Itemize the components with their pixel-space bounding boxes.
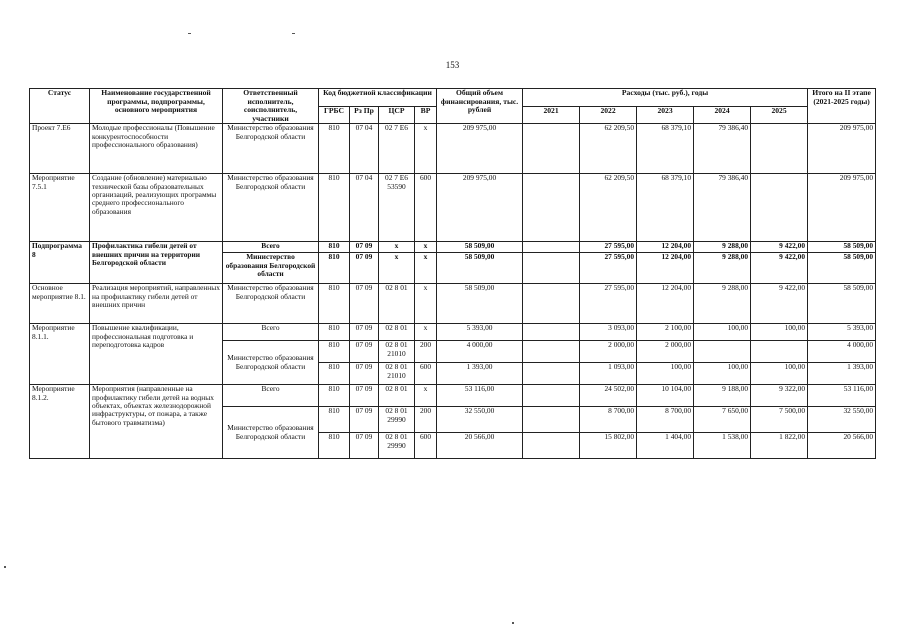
row-2025: 9 422,00	[751, 284, 808, 324]
header-row	[30, 89, 876, 107]
row-csr: 02 8 01	[379, 385, 415, 407]
budget-table	[29, 88, 876, 459]
row-total: 53 116,00	[437, 385, 523, 407]
row-2022: 27 595,00	[580, 284, 637, 324]
row-rz: 07 09	[350, 284, 379, 324]
row-csr: 02 8 01 21010	[379, 363, 415, 385]
row-2021	[523, 385, 580, 407]
row-responsible: Всего	[223, 242, 319, 253]
row-rz: 07 09	[350, 324, 379, 341]
row-stage-total: 32 550,00	[808, 407, 876, 433]
row-csr: 02 8 01	[379, 284, 415, 324]
row-2022: 2 000,00	[580, 341, 637, 363]
row-rz: 07 09	[350, 242, 379, 253]
header-grbs: ГРБС	[319, 106, 350, 124]
header-name: Наименование государственной программы, подпрограммы, основного мероприятия	[90, 89, 223, 124]
row-2022: 8 700,00	[580, 407, 637, 433]
row-2025: 7 500,00	[751, 407, 808, 433]
row-2023: 8 700,00	[637, 407, 694, 433]
table-row	[30, 242, 876, 253]
row-grbs: 810	[319, 174, 350, 242]
row-responsible: Министерство образования Белгородской области	[223, 124, 319, 174]
row-2025	[751, 174, 808, 242]
row-vr: 600	[415, 433, 437, 459]
row-grbs: 810	[319, 324, 350, 341]
scan-speck	[188, 33, 191, 34]
row-grbs: 810	[319, 253, 350, 284]
table-row	[30, 174, 876, 242]
header-year-2023: 2023	[637, 106, 694, 124]
row-2022: 27 595,00	[580, 242, 637, 253]
row-vr: х	[415, 284, 437, 324]
row-csr: х	[379, 253, 415, 284]
row-name: Повышение квалификации, профессиональная подготовка и переподготовка кадров	[90, 324, 223, 385]
row-csr: 02 8 01 29990	[379, 433, 415, 459]
row-2023: 68 379,10	[637, 124, 694, 174]
row-responsible: Министерство образования Белгородской области	[223, 174, 319, 242]
row-2024: 7 650,00	[694, 407, 751, 433]
header-rz-pr: Рз Пр	[350, 106, 379, 124]
row-2023: 12 204,00	[637, 242, 694, 253]
row-2021	[523, 324, 580, 341]
row-stage-total: 209 975,00	[808, 174, 876, 242]
header-year-2021: 2021	[523, 106, 580, 124]
row-stage-total: 58 509,00	[808, 284, 876, 324]
row-vr: х	[415, 324, 437, 341]
table-row	[30, 124, 876, 174]
header-budget-code: Код бюджетной классификации	[319, 89, 437, 107]
row-status: Проект 7.Е6	[30, 124, 90, 174]
row-responsible: Всего	[223, 385, 319, 407]
row-2021	[523, 433, 580, 459]
row-csr: 02 8 01	[379, 324, 415, 341]
row-2025: 1 822,00	[751, 433, 808, 459]
row-csr: х	[379, 242, 415, 253]
row-grbs: 810	[319, 284, 350, 324]
row-2025: 9 422,00	[751, 242, 808, 253]
row-rz: 07 09	[350, 385, 379, 407]
row-2022: 1 093,00	[580, 363, 637, 385]
row-total: 5 393,00	[437, 324, 523, 341]
row-total: 20 566,00	[437, 433, 523, 459]
row-status: Мероприятие 8.1.2.	[30, 385, 90, 459]
row-stage-total: 53 116,00	[808, 385, 876, 407]
row-status: Подпрограмма 8	[30, 242, 90, 284]
row-stage-total: 209 975,00	[808, 124, 876, 174]
scan-speck	[4, 566, 6, 568]
row-2021	[523, 363, 580, 385]
row-2021	[523, 174, 580, 242]
row-grbs: 810	[319, 341, 350, 363]
row-rz: 07 04	[350, 124, 379, 174]
row-2023: 2 100,00	[637, 324, 694, 341]
row-status: Мероприятие 7.5.1	[30, 174, 90, 242]
row-stage-total: 58 509,00	[808, 253, 876, 284]
row-rz: 07 09	[350, 407, 379, 433]
row-responsible: Министерство образования Белгородской области	[223, 284, 319, 324]
row-rz: 07 09	[350, 363, 379, 385]
row-name: Мероприятия (направленные на профилактику гибели детей на водных объектах, объектах железнодорожной инфраструктуры, от пожара, а также бытового травматизма)	[90, 385, 223, 459]
row-vr: х	[415, 253, 437, 284]
header-total-volume: Общий объем финансирования, тыс. рублей	[437, 89, 523, 124]
row-total: 58 509,00	[437, 284, 523, 324]
row-vr: х	[415, 124, 437, 174]
row-2024: 79 386,40	[694, 124, 751, 174]
row-csr: 02 7 Е6 53590	[379, 174, 415, 242]
row-2025	[751, 341, 808, 363]
row-2025: 9 322,00	[751, 385, 808, 407]
row-total: 4 000,00	[437, 341, 523, 363]
row-2021	[523, 284, 580, 324]
row-2024: 9 188,00	[694, 385, 751, 407]
row-status: Мероприятие 8.1.1.	[30, 324, 90, 385]
row-2022: 62 209,50	[580, 174, 637, 242]
row-vr: х	[415, 242, 437, 253]
row-stage-total: 20 566,00	[808, 433, 876, 459]
header-year-2022: 2022	[580, 106, 637, 124]
row-2022: 15 802,00	[580, 433, 637, 459]
row-responsible: Всего	[223, 324, 319, 341]
row-2023: 1 404,00	[637, 433, 694, 459]
row-name: Создание (обновление) материально технической базы образовательных организаций, реализующих программы среднего профессионального образования	[90, 174, 223, 242]
row-2021	[523, 407, 580, 433]
header-stage-total: Итого на II этапе (2021-2025 годы)	[808, 89, 876, 124]
row-stage-total: 4 000,00	[808, 341, 876, 363]
row-2025: 9 422,00	[751, 253, 808, 284]
row-responsible: Министерство образования Белгородской области	[223, 407, 319, 459]
table-row	[30, 284, 876, 324]
row-responsible: Министерство образования Белгородской области	[223, 341, 319, 385]
row-grbs: 810	[319, 242, 350, 253]
row-2024: 1 538,00	[694, 433, 751, 459]
row-csr: 02 7 Е6	[379, 124, 415, 174]
row-rz: 07 09	[350, 253, 379, 284]
row-stage-total: 5 393,00	[808, 324, 876, 341]
row-2025: 100,00	[751, 324, 808, 341]
row-grbs: 810	[319, 124, 350, 174]
row-2023: 10 104,00	[637, 385, 694, 407]
header-status: Статус	[30, 89, 90, 124]
row-2023: 2 000,00	[637, 341, 694, 363]
row-2025	[751, 124, 808, 174]
row-rz: 07 04	[350, 174, 379, 242]
row-total: 209 975,00	[437, 174, 523, 242]
row-vr: 600	[415, 174, 437, 242]
row-2022: 3 093,00	[580, 324, 637, 341]
row-vr: 200	[415, 341, 437, 363]
header-csr: ЦСР	[379, 106, 415, 124]
row-2023: 12 204,00	[637, 284, 694, 324]
row-grbs: 810	[319, 363, 350, 385]
scan-speck	[292, 33, 295, 34]
header-expenses: Расходы (тыс. руб.), годы	[523, 89, 808, 107]
row-total: 58 509,00	[437, 253, 523, 284]
row-name: Молодые профессионалы (Повышение конкурентоспособности профессионального образования)	[90, 124, 223, 174]
row-name: Профилактика гибели детей от внешних причин на территории Белгородской области	[90, 242, 223, 284]
row-2022: 62 209,50	[580, 124, 637, 174]
row-2024: 79 386,40	[694, 174, 751, 242]
row-2023: 12 204,00	[637, 253, 694, 284]
row-2024: 9 288,00	[694, 253, 751, 284]
row-grbs: 810	[319, 385, 350, 407]
table-row	[30, 385, 876, 407]
row-grbs: 810	[319, 407, 350, 433]
row-total: 32 550,00	[437, 407, 523, 433]
row-2022: 24 502,00	[580, 385, 637, 407]
row-status: Основное мероприятие 8.1.	[30, 284, 90, 324]
header-year-2025: 2025	[751, 106, 808, 124]
row-vr: 600	[415, 363, 437, 385]
row-2021	[523, 253, 580, 284]
row-name: Реализация мероприятий, направленных на профилактику гибели детей от внешних причин	[90, 284, 223, 324]
scan-speck	[512, 622, 514, 624]
row-csr: 02 8 01 29990	[379, 407, 415, 433]
row-2023: 100,00	[637, 363, 694, 385]
row-2024: 9 288,00	[694, 284, 751, 324]
row-2024: 9 288,00	[694, 242, 751, 253]
header-responsible: Ответственный исполнитель, соисполнитель, участники	[223, 89, 319, 124]
row-grbs: 810	[319, 433, 350, 459]
row-2024: 100,00	[694, 324, 751, 341]
page-number: 153	[445, 60, 460, 70]
row-2023: 68 379,10	[637, 174, 694, 242]
table-row	[30, 324, 876, 341]
row-2021	[523, 341, 580, 363]
row-2024: 100,00	[694, 363, 751, 385]
row-total: 209 975,00	[437, 124, 523, 174]
row-vr: х	[415, 385, 437, 407]
row-rz: 07 09	[350, 341, 379, 363]
row-2021	[523, 242, 580, 253]
row-stage-total: 1 393,00	[808, 363, 876, 385]
row-rz: 07 09	[350, 433, 379, 459]
header-year-2024: 2024	[694, 106, 751, 124]
row-csr: 02 8 01 21010	[379, 341, 415, 363]
row-vr: 200	[415, 407, 437, 433]
header-vr: ВР	[415, 106, 437, 124]
row-2021	[523, 124, 580, 174]
row-total: 58 509,00	[437, 242, 523, 253]
row-responsible: Министерство образования Белгородской области	[223, 253, 319, 284]
row-2025: 100,00	[751, 363, 808, 385]
row-stage-total: 58 509,00	[808, 242, 876, 253]
row-total: 1 393,00	[437, 363, 523, 385]
row-2022: 27 595,00	[580, 253, 637, 284]
row-2024	[694, 341, 751, 363]
